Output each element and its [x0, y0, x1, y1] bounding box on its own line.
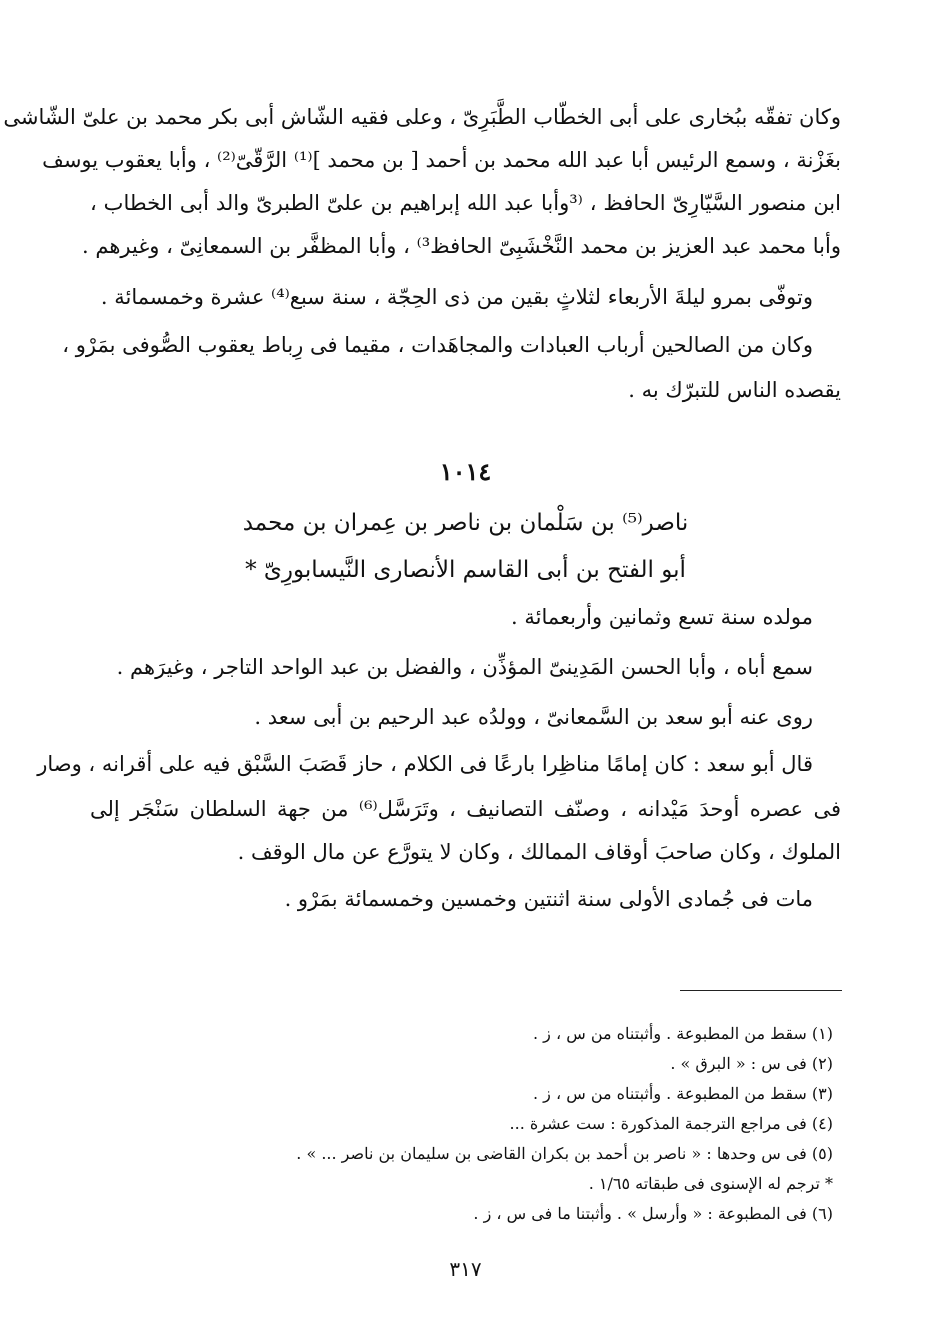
body-line: فى عصره أوحدَ مَيْدانه ، وصنّف التصانيف ، وتَرَسَّل⁽⁶⁾ من جهة السلطان سَنْجَر إلى	[90, 797, 842, 821]
body-line: وكان من الصالحين أرباب العبادات والمجاهَدات ، مقيما فى رِباط يعقوب الصُّوفى بمَرْو ،	[62, 333, 813, 357]
footnote: (٦) فى المطبوعة : « وأرسل » . وأثبتنا ما فى س ، ز .	[473, 1204, 833, 1223]
footnote: * ترجم له الإسنوى فى طبقاته ١/٦٥ .	[588, 1174, 833, 1193]
body-line: يقصده الناس للتبرّك به .	[628, 378, 841, 402]
body-line: مات فى جُمادى الأولى سنة اثنتين وخمسين وخمسمائة بمَرْو .	[284, 887, 813, 911]
footnote: (٣) سقط من المطبوعة . وأثبتناه من س ، ز .	[532, 1084, 833, 1103]
body-line: قال أبو سعد : كان إمامًا مناظِرا بارعًا فى الكلام ، حاز قَصَبَ السَّبْق فيه على أقرانه ، وصار	[37, 752, 813, 776]
body-line: وتوفّى بمرو ليلةَ الأربعاء لثلاثٍ بقين من ذى الحِجّة ، سنة سبع⁽⁴⁾ عشرة وخمسمائة .	[100, 285, 813, 309]
footnote: (٤) فى مراجع الترجمة المذكورة : ست عشرة ...	[509, 1114, 833, 1133]
body-line: وأبا محمد عبد العزيز بن محمد النَّخْشَبِىّ الحافظ³⁾ ، وأبا المظفَّر بن السمعانِىّ ، وغيرهم .	[82, 234, 841, 258]
body-line: سمع أباه ، وأبا الحسن المَدِينىّ المؤذِّن ، والفضل بن عبد الواحد التاجر ، وغيرَهم .	[116, 655, 813, 679]
body-line: مولده سنة تسع وثمانين وأربعمائة .	[511, 605, 813, 629]
entry-name-line-1: ناصر⁽⁵⁾ بن سَلْمان بن ناصر بن عِمران بن محمد	[242, 510, 689, 536]
footnote-divider	[680, 990, 842, 991]
body-line: الملوك ، وكان صاحبَ أوقاف الممالك ، وكان لا يتورَّع عن مال الوقف .	[237, 840, 841, 864]
body-line: بغَزْنة ، وسمع الرئيس أبا عبد الله محمد بن أحمد [ بن محمد ]⁽¹⁾ الرَّقّىّ⁽²⁾ ، وأبا يعقوب يوسف	[42, 148, 841, 172]
entry-name-line-2: أبو الفتح بن أبى القاسم الأنصارى النَّيسابورِىّ *	[245, 557, 686, 583]
entry-number: ١٠١٤	[439, 457, 492, 486]
body-line: روى عنه أبو سعد بن السَّمعانىّ ، وولدُه عبد الرحيم بن أبى سعد .	[254, 705, 813, 729]
page-number: ٣١٧	[449, 1257, 482, 1281]
footnote: (٢) فى س : « البرق » .	[670, 1054, 833, 1073]
footnote: (٥) فى س وحدها : « ناصر بن أحمد بن بكران القاضى بن سليمان بن ناصر ... » .	[296, 1144, 833, 1163]
body-line: وكان تفقّه ببُخارى على أبى الخطّاب الطَّبَرِىّ ، وعلى فقيه الشّاش أبى بكر محمد بن علىّ الشّاشى	[3, 105, 841, 129]
footnote: (١) سقط من المطبوعة . وأثبتناه من س ، ز .	[532, 1024, 833, 1043]
body-line: ابن منصور السَّيّارِىّ الحافظ ، ⁽³وأبا عبد الله إبراهيم بن علىّ الطبرىّ والد أبى الخطاب ،	[90, 191, 841, 215]
